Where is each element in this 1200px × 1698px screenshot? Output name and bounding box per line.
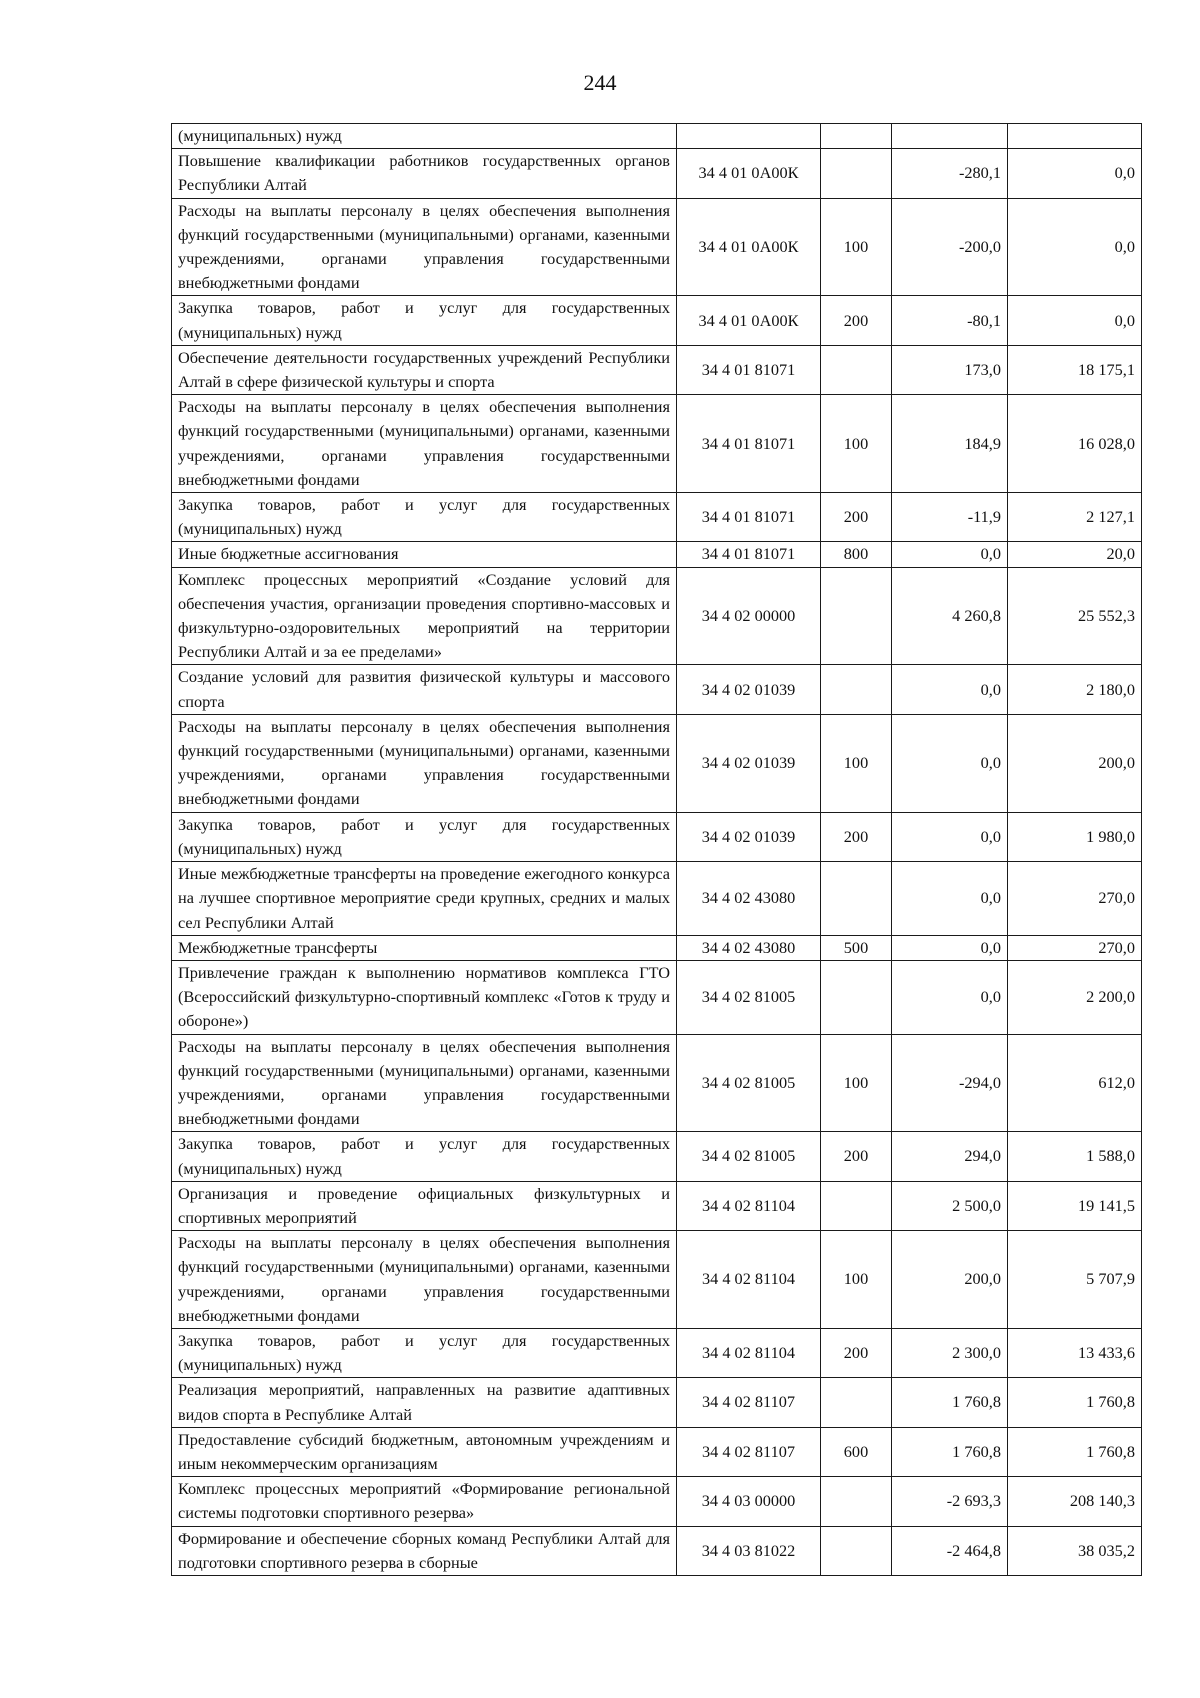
item-name-cell: Создание условий для развития физической культуры и массового спорта <box>172 665 677 714</box>
expense-type-code-cell <box>821 1181 892 1230</box>
amount-total-cell: 0,0 <box>1008 149 1142 198</box>
amount-change-cell: 1 760,8 <box>892 1378 1008 1427</box>
table-row <box>172 812 1142 861</box>
expense-type-code-cell: 200 <box>821 296 892 345</box>
page-number: 244 <box>583 70 617 95</box>
item-name-cell: Иные межбюджетные трансферты на проведение ежегодного конкурса на лучшее спортивное мероприятие среди крупных, средних и малых сел Республики Алтай <box>172 862 677 936</box>
amount-change-cell: 4 260,8 <box>892 567 1008 665</box>
amount-total-cell: 18 175,1 <box>1008 345 1142 394</box>
amount-total-cell: 2 127,1 <box>1008 493 1142 542</box>
target-article-code-cell: 34 4 01 0А00К <box>677 149 821 198</box>
amount-change-cell: 0,0 <box>892 935 1008 960</box>
item-name-cell: Закупка товаров, работ и услуг для государственных (муниципальных) нужд <box>172 493 677 542</box>
table-row <box>172 960 1142 1034</box>
amount-change-cell: 184,9 <box>892 395 1008 493</box>
item-name-cell: Закупка товаров, работ и услуг для государственных (муниципальных) нужд <box>172 1328 677 1377</box>
table-row <box>172 124 1142 149</box>
item-name-cell: Предоставление субсидий бюджетным, автономным учреждениям и иным некоммерческим организациям <box>172 1427 677 1476</box>
amount-change-cell: 200,0 <box>892 1231 1008 1329</box>
amount-total-cell: 208 140,3 <box>1008 1477 1142 1526</box>
amount-change-cell <box>892 124 1008 149</box>
target-article-code-cell: 34 4 02 81104 <box>677 1181 821 1230</box>
amount-total-cell: 16 028,0 <box>1008 395 1142 493</box>
amount-change-cell: 1 760,8 <box>892 1427 1008 1476</box>
item-name-cell: Закупка товаров, работ и услуг для государственных (муниципальных) нужд <box>172 812 677 861</box>
expense-type-code-cell: 800 <box>821 542 892 567</box>
table-row <box>172 345 1142 394</box>
amount-total-cell: 19 141,5 <box>1008 1181 1142 1230</box>
expense-type-code-cell <box>821 124 892 149</box>
expense-type-code-cell: 100 <box>821 714 892 812</box>
expense-type-code-cell: 100 <box>821 1034 892 1132</box>
target-article-code-cell: 34 4 01 81071 <box>677 395 821 493</box>
expense-type-code-cell <box>821 567 892 665</box>
expense-type-code-cell: 100 <box>821 198 892 296</box>
table-row <box>172 1378 1142 1427</box>
expense-type-code-cell <box>821 960 892 1034</box>
target-article-code-cell: 34 4 01 81071 <box>677 542 821 567</box>
amount-total-cell: 1 980,0 <box>1008 812 1142 861</box>
expense-type-code-cell: 200 <box>821 1132 892 1181</box>
amount-total-cell: 2 180,0 <box>1008 665 1142 714</box>
amount-total-cell: 1 760,8 <box>1008 1378 1142 1427</box>
table-row <box>172 935 1142 960</box>
amount-change-cell: -294,0 <box>892 1034 1008 1132</box>
expense-type-code-cell: 500 <box>821 935 892 960</box>
expense-type-code-cell: 200 <box>821 1328 892 1377</box>
item-name-cell: Иные бюджетные ассигнования <box>172 542 677 567</box>
table-row <box>172 665 1142 714</box>
table-row <box>172 1034 1142 1132</box>
item-name-cell: Привлечение граждан к выполнению нормативов комплекса ГТО (Всероссийский физкультурно-спортивный комплекс «Готов к труду и обороне») <box>172 960 677 1034</box>
amount-total-cell: 2 200,0 <box>1008 960 1142 1034</box>
target-article-code-cell: 34 4 02 81104 <box>677 1231 821 1329</box>
target-article-code-cell: 34 4 02 81107 <box>677 1427 821 1476</box>
expense-type-code-cell: 200 <box>821 493 892 542</box>
table-row <box>172 1181 1142 1230</box>
amount-change-cell: -280,1 <box>892 149 1008 198</box>
table-row <box>172 1427 1142 1476</box>
expense-type-code-cell <box>821 149 892 198</box>
target-article-code-cell: 34 4 02 81005 <box>677 1034 821 1132</box>
table-row <box>172 714 1142 812</box>
target-article-code-cell: 34 4 02 81104 <box>677 1328 821 1377</box>
item-name-cell: (муниципальных) нужд <box>172 124 677 149</box>
expense-type-code-cell <box>821 1526 892 1575</box>
table-row <box>172 395 1142 493</box>
item-name-cell: Комплекс процессных мероприятий «Формирование региональной системы подготовки спортивного резерва» <box>172 1477 677 1526</box>
table-row <box>172 862 1142 936</box>
amount-change-cell: -2 464,8 <box>892 1526 1008 1575</box>
table-row <box>172 567 1142 665</box>
amount-total-cell: 5 707,9 <box>1008 1231 1142 1329</box>
target-article-code-cell: 34 4 01 81071 <box>677 493 821 542</box>
amount-change-cell: 0,0 <box>892 665 1008 714</box>
item-name-cell: Реализация мероприятий, направленных на развитие адаптивных видов спорта в Республике Алтай <box>172 1378 677 1427</box>
amount-change-cell: 0,0 <box>892 812 1008 861</box>
amount-total-cell: 20,0 <box>1008 542 1142 567</box>
target-article-code-cell <box>677 124 821 149</box>
amount-total-cell: 25 552,3 <box>1008 567 1142 665</box>
target-article-code-cell: 34 4 01 0А00К <box>677 296 821 345</box>
amount-total-cell: 1 588,0 <box>1008 1132 1142 1181</box>
target-article-code-cell: 34 4 02 81005 <box>677 1132 821 1181</box>
item-name-cell: Расходы на выплаты персоналу в целях обеспечения выполнения функций государственными (муниципальными) органами, казенными учреждениями, органами управления государственными внебюджетными фондами <box>172 1034 677 1132</box>
item-name-cell: Межбюджетные трансферты <box>172 935 677 960</box>
amount-total-cell <box>1008 124 1142 149</box>
amount-total-cell: 200,0 <box>1008 714 1142 812</box>
item-name-cell: Повышение квалификации работников государственных органов Республики Алтай <box>172 149 677 198</box>
expense-type-code-cell: 200 <box>821 812 892 861</box>
table-row <box>172 1477 1142 1526</box>
amount-change-cell: 2 500,0 <box>892 1181 1008 1230</box>
amount-change-cell: 294,0 <box>892 1132 1008 1181</box>
amount-change-cell: 0,0 <box>892 542 1008 567</box>
table-row <box>172 1526 1142 1575</box>
table-row <box>172 296 1142 345</box>
target-article-code-cell: 34 4 02 01039 <box>677 665 821 714</box>
table-row <box>172 542 1142 567</box>
target-article-code-cell: 34 4 03 00000 <box>677 1477 821 1526</box>
item-name-cell: Расходы на выплаты персоналу в целях обеспечения выполнения функций государственными (муниципальными) органами, казенными учреждениями, органами управления государственными внебюджетными фондами <box>172 395 677 493</box>
target-article-code-cell: 34 4 02 43080 <box>677 862 821 936</box>
expense-type-code-cell <box>821 665 892 714</box>
amount-total-cell: 0,0 <box>1008 198 1142 296</box>
target-article-code-cell: 34 4 02 00000 <box>677 567 821 665</box>
target-article-code-cell: 34 4 02 01039 <box>677 714 821 812</box>
item-name-cell: Расходы на выплаты персоналу в целях обеспечения выполнения функций государственными (муниципальными) органами, казенными учреждениями, органами управления государственными внебюджетными фондами <box>172 714 677 812</box>
expense-type-code-cell: 600 <box>821 1427 892 1476</box>
amount-change-cell: 2 300,0 <box>892 1328 1008 1377</box>
expense-type-code-cell <box>821 1378 892 1427</box>
expense-type-code-cell <box>821 345 892 394</box>
target-article-code-cell: 34 4 01 81071 <box>677 345 821 394</box>
target-article-code-cell: 34 4 02 81107 <box>677 1378 821 1427</box>
amount-change-cell: -200,0 <box>892 198 1008 296</box>
table-row <box>172 493 1142 542</box>
table-row <box>172 1132 1142 1181</box>
amount-total-cell: 270,0 <box>1008 935 1142 960</box>
amount-total-cell: 13 433,6 <box>1008 1328 1142 1377</box>
target-article-code-cell: 34 4 02 81005 <box>677 960 821 1034</box>
table-row <box>172 149 1142 198</box>
target-article-code-cell: 34 4 02 43080 <box>677 935 821 960</box>
target-article-code-cell: 34 4 01 0А00К <box>677 198 821 296</box>
item-name-cell: Закупка товаров, работ и услуг для государственных (муниципальных) нужд <box>172 296 677 345</box>
expense-type-code-cell: 100 <box>821 395 892 493</box>
amount-change-cell: -2 693,3 <box>892 1477 1008 1526</box>
item-name-cell: Организация и проведение официальных физкультурных и спортивных мероприятий <box>172 1181 677 1230</box>
budget-table <box>171 123 1142 1576</box>
table-row <box>172 198 1142 296</box>
item-name-cell: Формирование и обеспечение сборных команд Республики Алтай для подготовки спортивного резерва в сборные <box>172 1526 677 1575</box>
amount-change-cell: 0,0 <box>892 862 1008 936</box>
amount-change-cell: 0,0 <box>892 960 1008 1034</box>
amount-total-cell: 270,0 <box>1008 862 1142 936</box>
amount-change-cell: -80,1 <box>892 296 1008 345</box>
item-name-cell: Расходы на выплаты персоналу в целях обеспечения выполнения функций государственными (муниципальными) органами, казенными учреждениями, органами управления государственными внебюджетными фондами <box>172 1231 677 1329</box>
amount-change-cell: 0,0 <box>892 714 1008 812</box>
table-row <box>172 1328 1142 1377</box>
amount-total-cell: 612,0 <box>1008 1034 1142 1132</box>
amount-change-cell: -11,9 <box>892 493 1008 542</box>
amount-total-cell: 1 760,8 <box>1008 1427 1142 1476</box>
amount-change-cell: 173,0 <box>892 345 1008 394</box>
target-article-code-cell: 34 4 03 81022 <box>677 1526 821 1575</box>
item-name-cell: Расходы на выплаты персоналу в целях обеспечения выполнения функций государственными (муниципальными) органами, казенными учреждениями, органами управления государственными внебюджетными фондами <box>172 198 677 296</box>
amount-total-cell: 38 035,2 <box>1008 1526 1142 1575</box>
item-name-cell: Обеспечение деятельности государственных учреждений Республики Алтай в сфере физической культуры и спорта <box>172 345 677 394</box>
target-article-code-cell: 34 4 02 01039 <box>677 812 821 861</box>
item-name-cell: Закупка товаров, работ и услуг для государственных (муниципальных) нужд <box>172 1132 677 1181</box>
table-body <box>172 124 1142 1576</box>
expense-type-code-cell: 100 <box>821 1231 892 1329</box>
expense-type-code-cell <box>821 862 892 936</box>
item-name-cell: Комплекс процессных мероприятий «Создание условий для обеспечения участия, организации проведения спортивно-массовых и физкультурно-оздоровительных мероприятий на территории Республики Алтай и за ее пределами» <box>172 567 677 665</box>
table-row <box>172 1231 1142 1329</box>
expense-type-code-cell <box>821 1477 892 1526</box>
amount-total-cell: 0,0 <box>1008 296 1142 345</box>
